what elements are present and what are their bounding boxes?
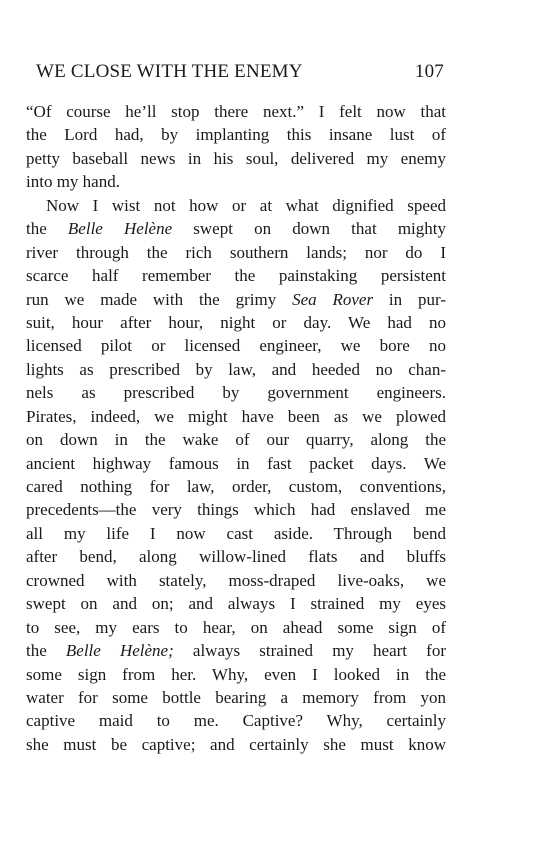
text-line xyxy=(26,475,446,498)
italic-text: Belle Helène xyxy=(67,219,173,239)
text-line xyxy=(26,334,446,357)
text-segment: in pur- xyxy=(373,289,446,309)
text-segment: ancient highway famous in fast packet days. We xyxy=(26,453,446,473)
text-line xyxy=(26,217,446,240)
text-line xyxy=(26,498,446,521)
text-segment: suit, hour after hour, night or day. We had no xyxy=(26,312,446,332)
text-line xyxy=(26,241,446,264)
text-segment: crowned with stately, moss-draped live-oaks, we xyxy=(26,570,446,590)
text-segment: Pirates, indeed, we might have been as we plowed xyxy=(26,406,446,426)
text-line xyxy=(26,170,446,193)
text-segment: she must be captive; and certainly she must know xyxy=(26,734,446,754)
text-line xyxy=(26,569,446,592)
text-segment: on down in the wake of our quarry, along the xyxy=(26,430,446,450)
text-segment: lights as prescribed by law, and heeded no chan- xyxy=(26,359,446,379)
text-line xyxy=(26,264,446,287)
text-line xyxy=(26,639,446,662)
text-segment: water for some bottle bearing a memory from yon xyxy=(26,687,446,707)
text-line xyxy=(26,194,446,217)
text-line xyxy=(26,100,446,123)
text-segment: licensed pilot or licensed engineer, we bore no xyxy=(26,336,446,356)
text-line xyxy=(26,663,446,686)
text-line xyxy=(26,147,446,170)
text-line xyxy=(26,311,446,334)
text-line xyxy=(26,686,446,709)
text-segment: run we made with the grimy xyxy=(26,289,293,309)
text-segment: after bend, along willow-lined flats and bluffs xyxy=(26,547,446,567)
text-segment: precedents—the very things which had enslaved me xyxy=(26,500,446,520)
text-line xyxy=(26,709,446,732)
text-line xyxy=(26,616,446,639)
text-line xyxy=(26,592,446,615)
text-segment: captive maid to me. Captive? Why, certainly xyxy=(26,711,446,731)
text-line xyxy=(26,288,446,311)
text-line xyxy=(26,358,446,381)
text-line xyxy=(26,733,446,756)
text-segment: river through the rich southern lands; nor do I xyxy=(26,242,446,262)
text-segment: swept on and on; and always I strained my eyes xyxy=(26,594,446,614)
text-line xyxy=(26,405,446,428)
chapter-title: WE CLOSE WITH THE ENEMY xyxy=(36,61,303,82)
text-segment: some sign from her. Why, even I looked in the xyxy=(26,664,446,684)
page-number: 107 xyxy=(414,61,444,82)
text-segment: always strained my heart for xyxy=(173,641,446,661)
text-segment: swept on down that mighty xyxy=(172,219,446,239)
text-segment: into my hand. xyxy=(26,172,120,192)
text-segment: to see, my ears to hear, on ahead some sign of xyxy=(26,617,446,637)
italic-text: Belle Helène; xyxy=(65,641,174,661)
text-segment: the xyxy=(26,641,66,661)
italic-text: Sea Rover xyxy=(292,289,374,309)
text-line xyxy=(26,545,446,568)
text-segment: nels as prescribed by government engineers. xyxy=(26,383,446,403)
text-line xyxy=(26,381,446,404)
body-text xyxy=(26,100,446,756)
text-segment: the Lord had, by implanting this insane lust of xyxy=(26,125,446,145)
text-line xyxy=(26,522,446,545)
text-segment: petty baseball news in his soul, delivered my enemy xyxy=(26,148,446,168)
text-line xyxy=(26,428,446,451)
text-line xyxy=(26,123,446,146)
running-head xyxy=(36,60,444,84)
text-segment: Now I wist not how or at what dignified speed xyxy=(46,195,446,215)
text-segment: all my life I now cast aside. Through bend xyxy=(26,523,446,543)
text-segment: scarce half remember the painstaking persistent xyxy=(26,266,446,286)
text-segment: “Of course he’ll stop there next.” I felt now that xyxy=(26,102,446,121)
text-segment: cared nothing for law, order, custom, conventions, xyxy=(26,477,446,496)
text-segment: the xyxy=(26,219,68,239)
text-line xyxy=(26,452,446,475)
